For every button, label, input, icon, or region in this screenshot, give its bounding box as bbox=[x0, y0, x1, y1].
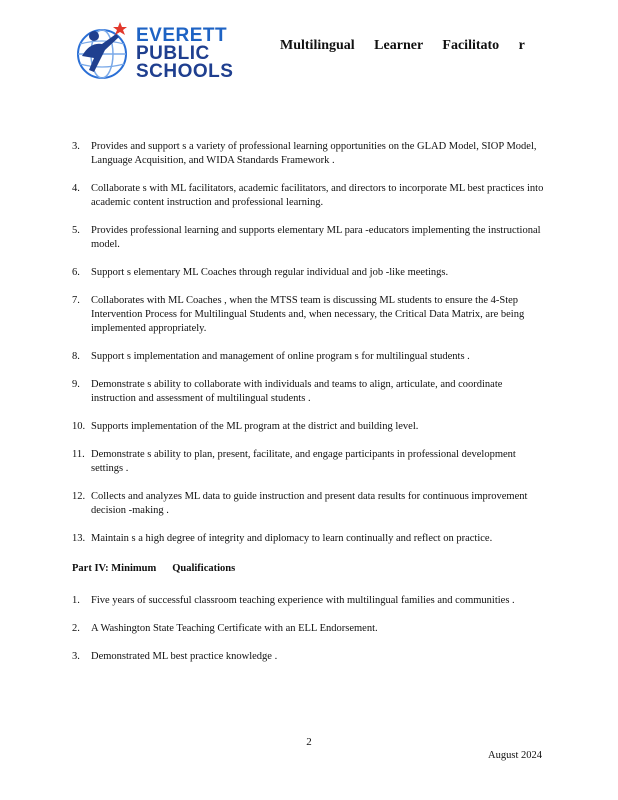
item-text: Demonstrate s ability to plan, present, facilitate, and engage participants in professional development settings . bbox=[91, 449, 516, 474]
item-number: 11. bbox=[72, 449, 85, 460]
item-number: 5. bbox=[72, 225, 80, 236]
section-heading bbox=[72, 562, 548, 576]
item-number: 4. bbox=[72, 183, 80, 194]
footer-date: August 2024 bbox=[488, 750, 542, 761]
item-text: Maintain s a high degree of integrity and diplomacy to learn continually and reflect on practice. bbox=[91, 533, 493, 544]
list-item bbox=[72, 420, 548, 434]
section-part: Part IV: Minimum bbox=[72, 563, 157, 574]
list-item bbox=[72, 350, 548, 364]
list-item bbox=[72, 448, 548, 476]
item-number: 2. bbox=[72, 623, 80, 634]
item-number: 13. bbox=[72, 533, 86, 544]
page-number: 2 bbox=[306, 736, 312, 748]
item-text: Support s implementation and management of online program s for multilingual students . bbox=[91, 351, 470, 362]
list-item bbox=[72, 622, 548, 636]
item-text: Five years of successful classroom teaching experience with multilingual families and communities . bbox=[91, 595, 515, 606]
item-text: Demonstrated ML best practice knowledge . bbox=[91, 651, 278, 662]
item-text: Collaborates with ML Coaches , when the MTSS team is discussing ML students to ensure the 4-Step Intervention Process for Multilingual Students and, when necessary, the Critical Data Matrix, are being implemented appropriately. bbox=[91, 295, 525, 334]
list-item bbox=[72, 490, 548, 518]
item-number: 3. bbox=[72, 651, 80, 662]
qualifications-list bbox=[72, 594, 548, 664]
logo-line-3: SCHOOLS bbox=[136, 61, 234, 82]
document-body bbox=[72, 140, 548, 678]
list-item bbox=[72, 594, 548, 608]
item-text: Supports implementation of the ML program at the district and building level. bbox=[91, 421, 419, 432]
section-title: Qualifications bbox=[172, 563, 236, 574]
list-item bbox=[72, 140, 548, 168]
item-text: Demonstrate s ability to collaborate with individuals and teams to align, articulate, and coordinate instruction and assessment of multilingual students . bbox=[91, 379, 503, 404]
item-number: 10. bbox=[72, 421, 86, 432]
globe-person-icon bbox=[72, 16, 136, 86]
item-text: Collects and analyzes ML data to guide instruction and present data results for continuous improvement decision -making . bbox=[91, 491, 528, 516]
list-item bbox=[72, 182, 548, 210]
list-item bbox=[72, 650, 548, 664]
item-number: 3. bbox=[72, 141, 80, 152]
logo-line-2: PUBLIC bbox=[136, 43, 210, 64]
item-number: 8. bbox=[72, 351, 80, 362]
item-text: Support s elementary ML Coaches through regular individual and job -like meetings. bbox=[91, 267, 449, 278]
item-number: 6. bbox=[72, 267, 80, 278]
item-number: 1. bbox=[72, 595, 80, 606]
list-item bbox=[72, 266, 548, 280]
document-title: Multilingual Learner Facilitato r bbox=[280, 38, 525, 53]
item-number: 9. bbox=[72, 379, 80, 390]
item-text: A Washington State Teaching Certificate with an ELL Endorsement. bbox=[91, 623, 378, 634]
item-number: 7. bbox=[72, 295, 80, 306]
logo-wordmark bbox=[136, 27, 233, 81]
district-logo bbox=[72, 16, 242, 86]
item-text: Provides and support s a variety of professional learning opportunities on the GLAD Model, SIOP Model, Language Acquisition, and WIDA Standards Framework . bbox=[91, 141, 537, 166]
list-item bbox=[72, 378, 548, 406]
item-number: 12. bbox=[72, 491, 86, 502]
logo-line-1: EVERETT bbox=[136, 25, 228, 46]
item-text: Collaborate s with ML facilitators, academic facilitators, and directors to incorporate ML best practices into academic content instruction and professional learning. bbox=[91, 183, 544, 208]
list-item bbox=[72, 294, 548, 336]
list-item bbox=[72, 532, 548, 546]
list-item bbox=[72, 224, 548, 252]
item-text: Provides professional learning and supports elementary ML para -educators implementing the instructional model. bbox=[91, 225, 541, 250]
duties-list bbox=[72, 140, 548, 546]
